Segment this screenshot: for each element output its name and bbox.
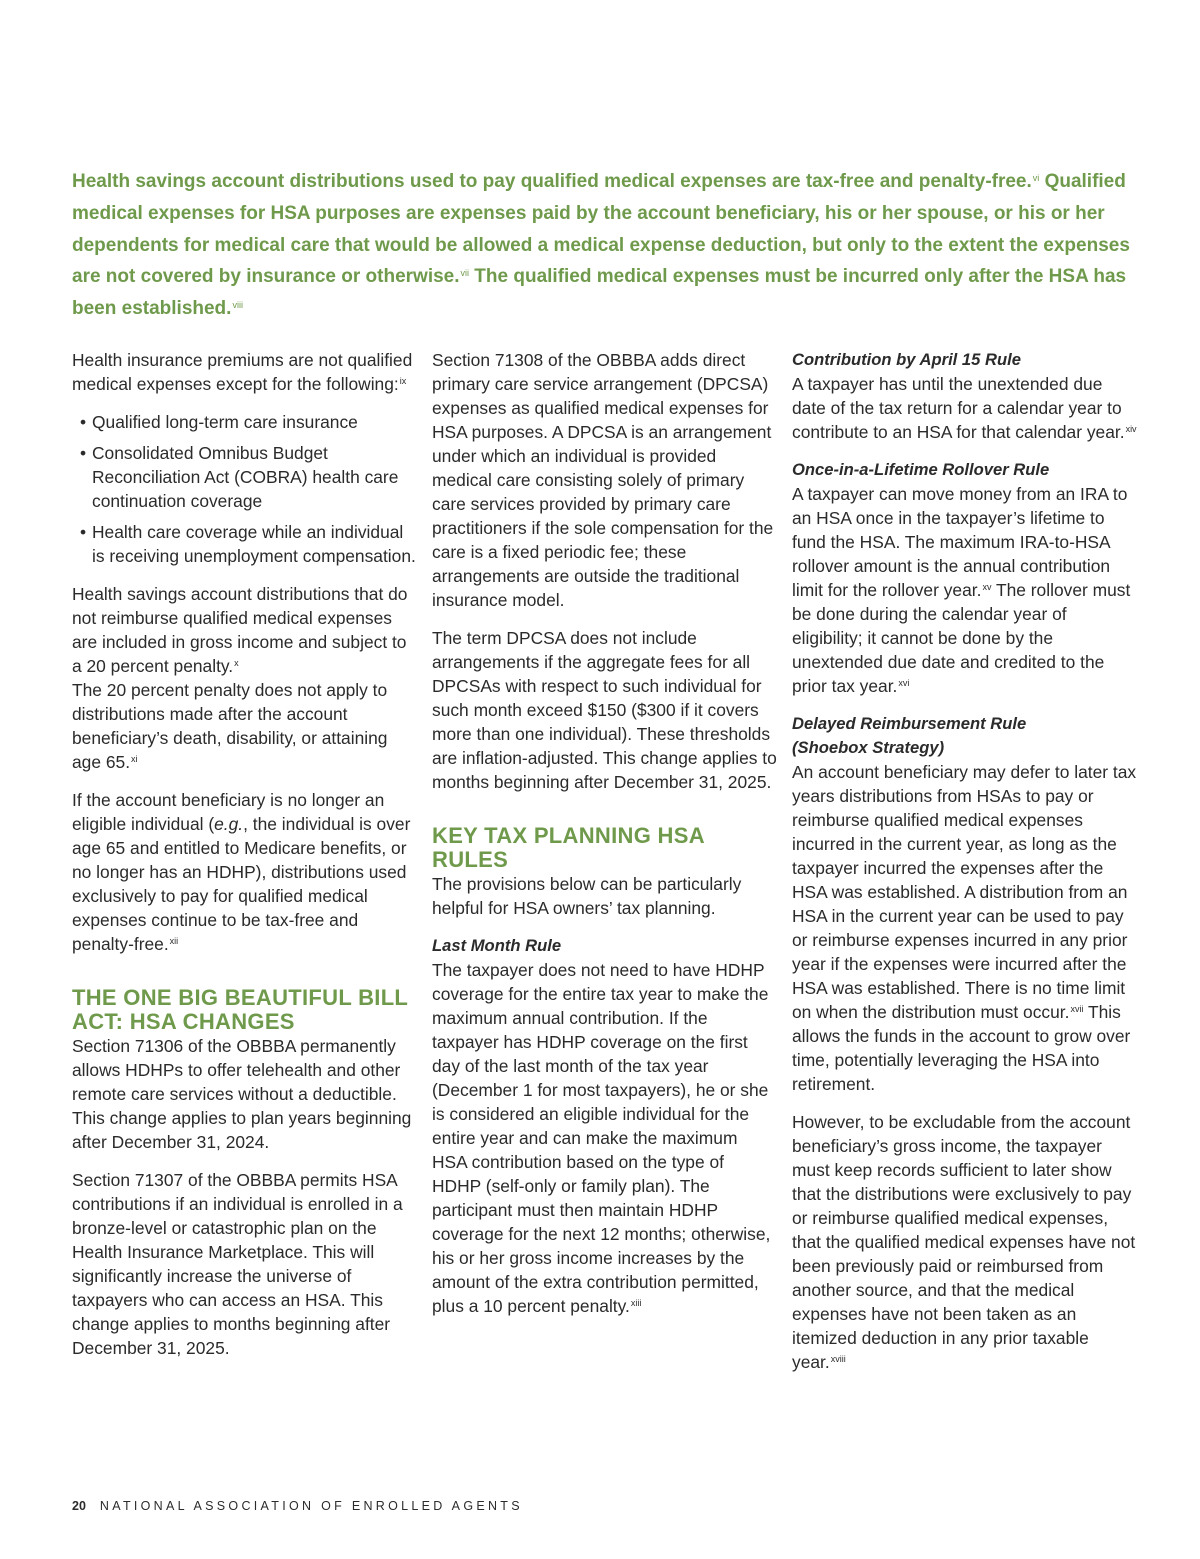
- paragraph-text: A taxpayer has until the unextended due date of the tax return for a calendar year to contribute to an HSA for that calendar year.: [792, 374, 1125, 442]
- endnote-marker: x: [234, 658, 239, 668]
- endnote-marker: xvii: [1070, 1004, 1084, 1014]
- list-item: • Qualified long-term care insurance: [72, 410, 417, 434]
- paragraph-text: The rollover must be done during the calendar year of eligibility; it cannot be done by the unextended due date and credited to the prior tax year.: [792, 580, 1131, 696]
- rule-subheading: Once-in-a-Lifetime Rollover Rule: [792, 460, 1050, 479]
- paragraph-text: However, to be excludable from the account beneficiary’s gross income, the taxpayer must keep records sufficient to later show that the distributions were exclusively to pay or reimburse qualified medical expenses, that the qualified medical expenses have not been previously paid or reimbursed from another source, and that the medical expenses have not been taken as an itemized deduction in any prior taxable year.: [792, 1112, 1136, 1372]
- paragraph: [792, 760, 1137, 1096]
- intro-callout: [72, 166, 1132, 325]
- paragraph-text: The taxpayer does not need to have HDHP coverage for the entire tax year to make the maximum annual contribution. If the taxpayer has HDHP coverage on the first day of the last month of the tax year (December 1 for most taxpayers), he or she is considered an eligible individual for the entire year and can make the maximum HSA contribution based on the type of HDHP (self-only or family plan). The participant must then maintain HDHP coverage for the next 12 months; otherwise, his or her gross income increases by the amount of the extra contribution permitted, plus a 10 percent penalty.: [432, 960, 771, 1316]
- paragraph: The term DPCSA does not include arrangements if the aggregate fees for all DPCSAs with respect to such individual for such month exceed $150 ($300 if it covers more than one individual). These thresholds are inflation-adjusted. This change applies to months beginning after December 31, 2025.: [432, 628, 777, 792]
- column-middle: [432, 348, 777, 1332]
- column-left: [72, 348, 417, 1374]
- paragraph-text: Health insurance premiums are not qualified medical expenses except for the following:: [72, 350, 413, 394]
- list-item: • Health care coverage while an individual is receiving unemployment compensation.: [72, 520, 417, 568]
- rule-subheading: Last Month Rule: [432, 936, 562, 955]
- intro-sentence-1: Health savings account distributions used to pay qualified medical expenses are tax-free and penalty-free.: [72, 171, 1032, 192]
- endnote-marker: vi: [1032, 173, 1040, 183]
- paragraph-text: The 20 percent penalty does not apply to distributions made after the account beneficiary’s death, disability, or attaining age 65.: [72, 680, 388, 772]
- paragraph: Section 71306 of the OBBBA permanently allows HDHPs to offer telehealth and other remote care services without a deductible. This change applies to plan years beginning after December 31, 2024.: [72, 1036, 412, 1152]
- section-heading: KEY TAX PLANNING HSA RULES: [432, 823, 705, 872]
- paragraph-text: An account beneficiary may defer to later tax years distributions from HSAs to pay or reimburse qualified medical expenses incurred in the current year, as long as the taxpayer incurred the expenses after the HSA was established. A distribution from an HSA in the current year can be used to pay or reimburse expenses incurred in any prior year if the expenses were incurred after the HSA was established. There is no time limit on when the distribution must occur.: [792, 762, 1137, 1022]
- paragraph: [432, 958, 777, 1318]
- paragraph: Section 71307 of the OBBBA permits HSA contributions if an individual is enrolled in a bronze-level or catastrophic plan on the Health Insurance Marketplace. This will significantly increase the universe of taxpayers who can access an HSA. This change applies to months beginning after December 31, 2025.: [72, 1170, 403, 1358]
- emphasis-text: e.g.: [214, 814, 244, 834]
- endnote-marker: xii: [169, 936, 179, 946]
- intro-sentence-2: Qualified medical expenses for HSA purposes are expenses paid by the account beneficiary, his or her spouse, or his or her dependents for medical care that would be allowed a medical expense deduction, but only to the extent the expenses are not covered by insurance or otherwise.: [72, 171, 1130, 288]
- rule-subheading: [792, 712, 1137, 760]
- page-number: 20: [72, 1499, 86, 1513]
- exceptions-list: [72, 410, 417, 568]
- paragraph: [72, 582, 417, 774]
- endnote-marker: xiv: [1125, 424, 1137, 434]
- paragraph: Section 71308 of the OBBBA adds direct primary care service arrangement (DPCSA) expenses as qualified medical expenses for HSA purposes. A DPCSA is an arrangement under which an individual is provided medical care consisting solely of primary care services provided by primary care practitioners if the sole compensation for the care is a fixed periodic fee; these arrangements are outside the traditional insurance model.: [432, 350, 774, 610]
- subheading-line: (Shoebox Strategy): [792, 738, 945, 757]
- paragraph: [72, 788, 417, 956]
- page-footer: [72, 1499, 523, 1513]
- paragraph: [792, 372, 1137, 444]
- column-right: [792, 348, 1137, 1388]
- rule-subheading: Contribution by April 15 Rule: [792, 350, 1021, 369]
- endnote-marker: xvi: [898, 678, 910, 688]
- endnote-marker: viii: [232, 300, 243, 311]
- paragraph: [792, 1110, 1137, 1374]
- paragraph-text: This allows the funds in the account to grow over time, potentially leveraging the HSA into retirement.: [792, 1002, 1131, 1094]
- paragraph-text: If the account beneficiary is no longer an eligible individual (: [72, 790, 385, 834]
- intro-sentence-3: The qualified medical expenses must be incurred only after the HSA has been established.: [72, 266, 1127, 320]
- endnote-marker: xi: [131, 754, 138, 764]
- paragraph-text: Health savings account distributions that do not reimburse qualified medical expenses are included in gross income and subject to a 20 percent penalty.: [72, 584, 408, 676]
- endnote-marker: xiii: [630, 1298, 642, 1308]
- paragraph-text: A taxpayer can move money from an IRA to an HSA once in the taxpayer’s lifetime to fund the HSA. The maximum IRA-to-HSA rollover amount is the annual contribution limit for the rollover year.: [792, 484, 1128, 600]
- publication-name: NATIONAL ASSOCIATION OF ENROLLED AGENTS: [99, 1499, 523, 1513]
- paragraph: The provisions below can be particularly helpful for HSA owners’ tax planning.: [432, 874, 742, 918]
- endnote-marker: vii: [460, 268, 470, 279]
- paragraph-text: , the individual is over age 65 and entitled to Medicare benefits, or no longer has an HDHP), distributions used exclusively to pay for qualified medical expenses continue to be tax-free and penalty-free.: [72, 814, 411, 954]
- paragraph: [72, 348, 417, 396]
- endnote-marker: xviii: [830, 1354, 846, 1364]
- subheading-line: Delayed Reimbursement Rule: [792, 714, 1027, 733]
- section-heading: THE ONE BIG BEAUTIFUL BILL ACT: HSA CHANGES: [72, 985, 408, 1034]
- paragraph: [792, 482, 1137, 698]
- endnote-marker: ix: [399, 376, 407, 386]
- endnote-marker: xv: [982, 582, 992, 592]
- list-item: • Consolidated Omnibus Budget Reconciliation Act (COBRA) health care continuation coverage: [72, 441, 417, 513]
